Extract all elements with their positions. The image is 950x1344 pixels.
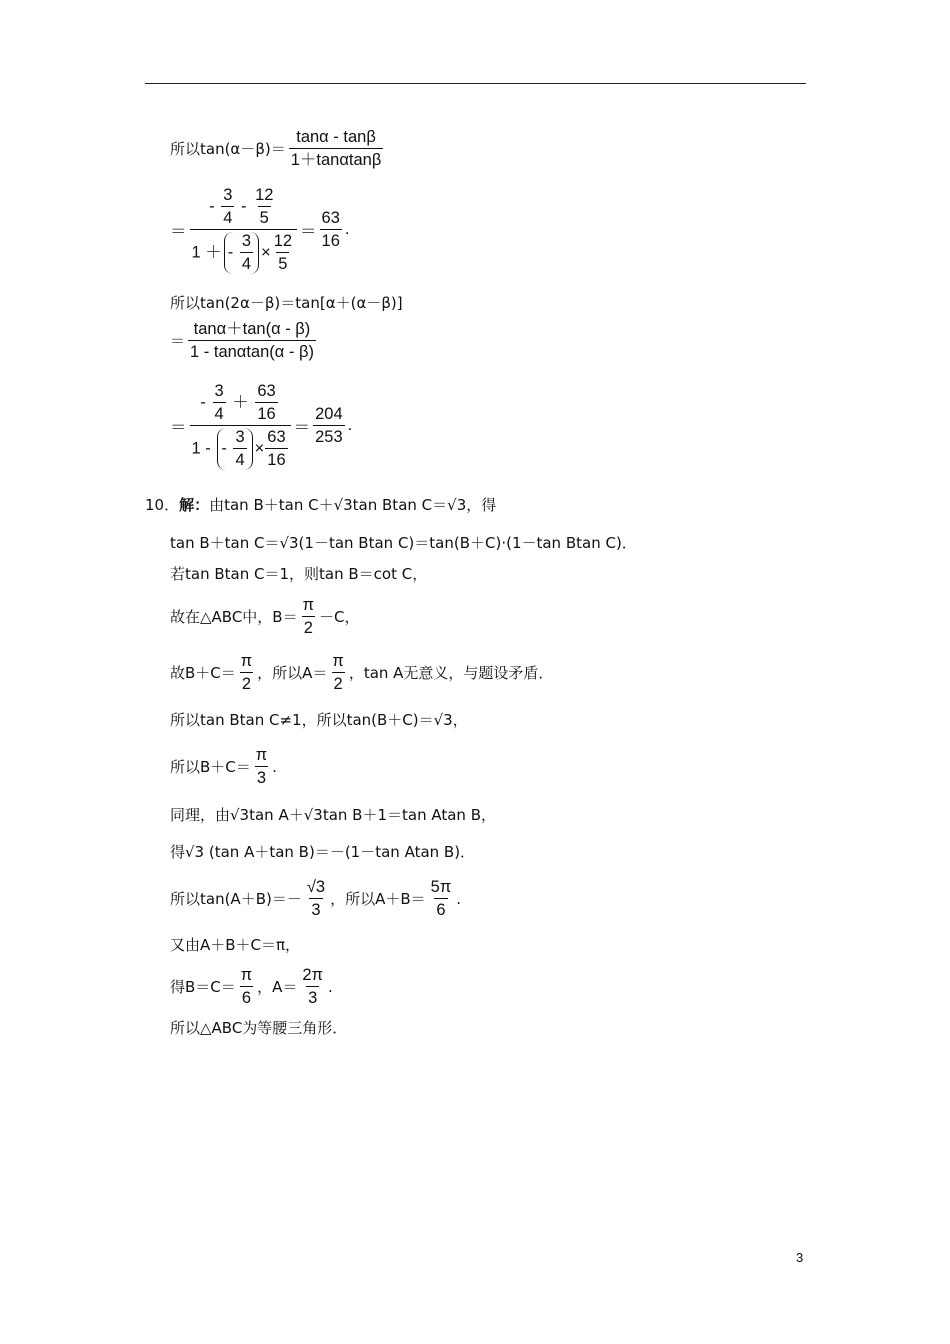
- fraction: [289, 128, 384, 170]
- solution-label: 解：: [179, 496, 210, 514]
- solution-conclusion: 所以△ABC为等腰三角形．: [170, 1019, 348, 1037]
- result-fraction: $\frac{63}{16}$: [321, 208, 340, 250]
- equation-evaluate-63-16: ＝ - $\frac{3}{4}$ - $\frac{12}{5}$ 1 ＋- $\frac{3}{4}$ × $\frac{12}{5}$ ＝ $\frac{63}{16}$ .: [170, 186, 350, 273]
- solution-line: tan B＋tan C＝√3(1－tan Btan C)＝tan(B＋C)·(1－tan Btan C)．: [170, 534, 637, 552]
- fraction-pi-over-2: $\frac{\pi}{2}$: [332, 652, 344, 693]
- fraction-2pi-over-3: $\frac{2\pi}{3}$: [302, 966, 323, 1007]
- question-text: 由tan B＋tan C＋√3tan Btan C＝√3，得: [209, 496, 497, 514]
- fraction: $\frac{\tan\alpha+\tan(\alpha - \beta)}{1 - \tan\alpha\tan(\alpha - \beta)}$: [190, 320, 314, 361]
- equation-tan-sum-formula: ＝ $\frac{\tan\alpha+\tan(\alpha - \beta)}{1 - \tan\alpha\tan(\alpha - \beta)}$: [170, 320, 314, 361]
- equation-tan-2alpha-minus-beta: 所以tan(2α－β)＝tan[α＋(α－β)]: [170, 294, 403, 312]
- numerator: tanα - tanβ: [296, 128, 376, 146]
- header-rule: [145, 83, 806, 84]
- numerator: - $\frac{3}{4}$ - $\frac{12}{5}$: [209, 186, 274, 227]
- solution-line: 得√3 (tan A＋tan B)＝－(1－tan Atan B)．: [170, 843, 476, 861]
- solution-line: 同理，由√3tan A＋√3tan B＋1＝tan Atan B，: [170, 806, 496, 824]
- fraction-pi-over-2: $\frac{\pi}{2}$: [240, 652, 253, 693]
- solution-line: 所以tan(A＋B)＝－ $\frac{√3}{3}$ ，所以A＋B＝ $\frac{5\pi}{6}$ .: [170, 878, 461, 919]
- fraction-sqrt3-over-3: $\frac{√3}{3}$: [306, 878, 326, 919]
- solution-line: 所以B＋C＝ $\frac{\pi}{3}$ .: [170, 746, 277, 787]
- page-number: 3: [796, 1250, 804, 1265]
- result-fraction: $\frac{204}{253}$: [315, 404, 343, 446]
- solution-line: 若tan Btan C＝1，则tan B＝cot C，: [170, 565, 428, 583]
- text: 所以tan(α－β)＝: [170, 140, 286, 159]
- denominator: 1 ＋- $\frac{3}{4}$ × $\frac{12}{5}$: [190, 229, 298, 274]
- solution-line: 故在△ABC中，B＝ $\frac{\pi}{2}$ －C，: [170, 596, 360, 637]
- compound-fraction: [190, 382, 291, 470]
- numerator: - $\frac{3}{4}$ ＋ $\frac{63}{16}$: [200, 382, 276, 423]
- question-number: 10．: [145, 496, 180, 514]
- equation-tan-alpha-minus-beta: [170, 128, 386, 170]
- solution-line: 得B＝C＝ $\frac{\pi}{6}$ ，A＝ $\frac{2\pi}{3}$ .: [170, 966, 333, 1007]
- fraction-pi-over-3: $\frac{\pi}{3}$: [255, 746, 268, 787]
- denominator: 1 - - $\frac{3}{4}$ × $\frac{63}{16}$: [190, 425, 291, 470]
- solution-line: 又由A＋B＋C＝π，: [170, 936, 301, 954]
- question-10: [145, 494, 496, 515]
- compound-fraction: [190, 186, 298, 274]
- fraction-pi-over-2: $\frac{\pi}{2}$: [302, 596, 314, 637]
- solution-line: 故B＋C＝ $\frac{\pi}{2}$ ，所以A＝ $\frac{\pi}{2}$ ，tan A无意义，与题设矛盾．: [170, 652, 554, 693]
- denominator: 1＋tanαtanβ: [289, 148, 384, 170]
- solution-line: 所以tan Btan C≠1，所以tan(B＋C)＝√3，: [170, 711, 468, 729]
- equation-evaluate-204-253: ＝ - $\frac{3}{4}$ ＋ $\frac{63}{16}$ 1 - - $\frac{3}{4}$ × $\frac{63}{16}$ ＝ $\frac{204}{253}$ .: [170, 382, 353, 469]
- fraction-5pi-over-6: $\frac{5\pi}{6}$: [430, 878, 452, 919]
- fraction-pi-over-6: $\frac{\pi}{6}$: [240, 966, 253, 1007]
